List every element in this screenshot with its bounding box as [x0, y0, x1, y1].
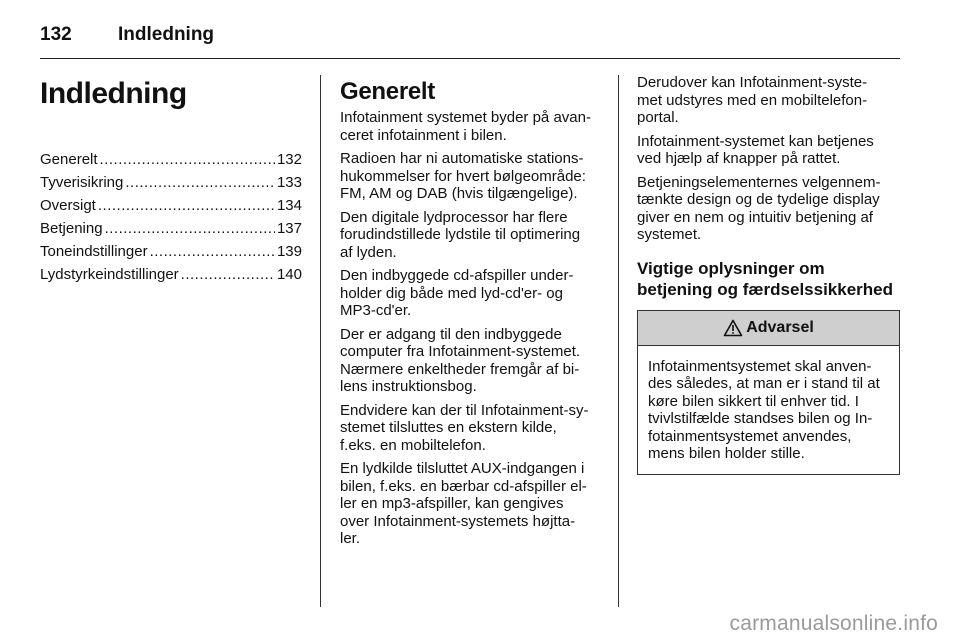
subheading-line: betjening og færdselssikkerhed	[637, 279, 894, 299]
body-paragraph	[637, 133, 900, 168]
toc-entry-label: Lydstyrkeindstillinger	[40, 266, 179, 283]
toc-entry[interactable]	[40, 217, 302, 240]
paragraph-line: Betjeningselementernes velgennem-	[637, 173, 881, 191]
paragraph-line: stemet tilsluttes en ekstern kilde,	[340, 419, 557, 436]
column-toc	[40, 74, 302, 286]
toc-entry-page: 133	[276, 174, 302, 191]
body-paragraph	[340, 150, 603, 203]
paragraph-line: forudindstillede lydstile til optimering	[340, 226, 581, 243]
warning-line: fotainmentsystemet anvendes,	[648, 427, 852, 445]
warning-line: des således, at man er i stand til at	[648, 375, 880, 392]
warning-line: køre bilen sikkert til enhver tid. I	[648, 392, 859, 410]
warning-line: mens bilen holder stille.	[648, 445, 805, 462]
body-paragraph	[340, 267, 603, 320]
paragraph-line: met udstyres med en mobiltelefon-	[637, 91, 868, 109]
toc-leader-dots	[105, 217, 275, 240]
toc-entry[interactable]	[40, 171, 302, 194]
toc-entry[interactable]	[40, 194, 302, 217]
paragraph-line: bilen, f.eks. en bærbar cd-afspiller el-	[340, 477, 587, 495]
paragraph-line: Nærmere enkeltheder fremgår af bi-	[340, 360, 580, 378]
subsection-heading	[637, 258, 900, 300]
toc-entry-page: 140	[276, 266, 302, 283]
body-paragraph	[340, 109, 603, 144]
paragraph-line: ler.	[340, 530, 361, 547]
body-paragraph	[637, 74, 900, 127]
paragraph-line: Infotainment systemet byder på avan-	[340, 109, 591, 126]
warning-text	[638, 346, 899, 474]
watermark-logo: carmanualsonline.info	[729, 612, 938, 635]
paragraph-line: FM, AM og DAB (hvis tilgængelige).	[340, 185, 578, 202]
section-body-continued	[637, 74, 900, 244]
toc-entry-label: Generelt	[40, 151, 98, 168]
section-heading: Generelt	[340, 78, 435, 105]
paragraph-line: Infotainment-systemet kan betjenes	[637, 132, 874, 150]
paragraph-line: Den indbyggede cd-afspiller under-	[340, 267, 574, 284]
paragraph-line: af lyden.	[340, 243, 397, 261]
paragraph-line: over Infotainment-systemets højtta-	[340, 512, 576, 530]
toc-leader-dots	[100, 148, 275, 171]
body-paragraph	[340, 460, 603, 548]
paragraph-line: Der er adgang til den indbyggede	[340, 325, 562, 343]
paragraph-line: ceret infotainment i bilen.	[340, 126, 507, 144]
warning-line: tvivlstilfælde standses bilen og In-	[648, 410, 873, 427]
column-divider-left	[320, 75, 321, 607]
table-of-contents	[40, 148, 302, 286]
toc-entry-label: Toneindstillinger	[40, 243, 148, 260]
warning-header	[638, 311, 899, 346]
paragraph-line: giver en nem og intuitiv betjening af	[637, 208, 873, 226]
subheading-line: Vigtige oplysninger om	[637, 258, 825, 278]
toc-entry[interactable]	[40, 240, 302, 263]
body-paragraph	[637, 174, 900, 244]
paragraph-line: En lydkilde tilsluttet AUX-indgangen i	[340, 460, 585, 477]
paragraph-line: ved hjælp af knapper på rattet.	[637, 150, 841, 167]
warning-line: Infotainmentsystemet skal anven-	[648, 357, 872, 375]
toc-entry-label: Tyverisikring	[40, 174, 124, 191]
page-header	[40, 18, 900, 59]
warning-box	[637, 310, 900, 475]
toc-entry-label: Betjening	[40, 220, 103, 237]
toc-entry[interactable]	[40, 263, 302, 286]
body-paragraph	[340, 326, 603, 396]
paragraph-line: holder dig både med lyd-cd'er- og	[340, 284, 563, 302]
toc-leader-dots	[125, 171, 275, 194]
paragraph-line: portal.	[637, 109, 679, 126]
section-body	[340, 109, 603, 548]
column-continued	[637, 74, 900, 475]
toc-leader-dots	[150, 240, 275, 263]
toc-entry-page: 132	[276, 151, 302, 168]
paragraph-line: computer fra Infotainment-systemet.	[340, 343, 581, 360]
column-divider-right	[618, 75, 619, 607]
paragraph-line: lens instruktionsbog.	[340, 378, 477, 395]
toc-entry[interactable]	[40, 148, 302, 171]
toc-leader-dots	[98, 194, 275, 217]
paragraph-line: Derudover kan Infotainment-syste-	[637, 74, 868, 91]
column-general	[340, 74, 603, 554]
warning-triangle-icon	[723, 319, 743, 337]
paragraph-line: tænkte design og de tydelige display	[637, 191, 880, 208]
paragraph-line: Endvidere kan der til Infotainment-sy-	[340, 401, 589, 419]
paragraph-line: hukommelser for hvert bølgeområde:	[340, 167, 586, 185]
toc-entry-page: 137	[276, 220, 302, 237]
paragraph-line: Den digitale lydprocessor har flere	[340, 208, 568, 226]
body-paragraph	[340, 209, 603, 262]
toc-entry-page: 139	[276, 243, 302, 260]
paragraph-line: MP3-cd'er.	[340, 302, 412, 319]
toc-entry-label: Oversigt	[40, 197, 96, 214]
paragraph-line: ler en mp3-afspiller, kan gengives	[340, 495, 564, 512]
body-paragraph	[340, 402, 603, 455]
toc-leader-dots	[181, 263, 275, 286]
chapter-title: Indledning	[40, 77, 187, 110]
toc-entry-page: 134	[276, 197, 302, 214]
warning-title: Advarsel	[746, 318, 814, 336]
paragraph-line: Radioen har ni automatiske stations-	[340, 150, 584, 167]
header-title: Indledning	[118, 24, 215, 45]
paragraph-line: systemet.	[637, 226, 702, 243]
paragraph-line: f.eks. en mobiltelefon.	[340, 436, 486, 454]
page-number: 132	[40, 24, 72, 45]
